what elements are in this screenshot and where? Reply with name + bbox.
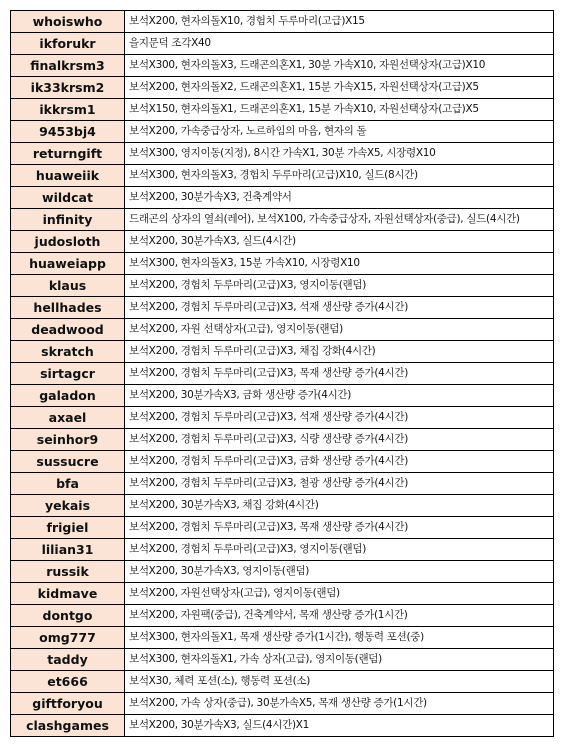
table-row bbox=[11, 407, 554, 429]
table-row bbox=[11, 539, 554, 561]
coupon-code-cell: returngift bbox=[11, 143, 125, 165]
coupon-code-cell: whoiswho bbox=[11, 11, 125, 33]
reward-cell: 보석X200, 30분가속X3, 채집 강화(4시간) bbox=[125, 495, 554, 517]
reward-cell: 보석X200, 경험치 두루마리(고급)X3, 목재 생산량 증가(4시간) bbox=[125, 517, 554, 539]
table-row bbox=[11, 209, 554, 231]
reward-cell: 보석X300, 현자의돌X3, 15분 가속X10, 시장령X10 bbox=[125, 253, 554, 275]
coupon-code-cell: ikkrsm1 bbox=[11, 99, 125, 121]
reward-cell: 보석X200, 경험치 두루마리(고급)X3, 금화 생산량 증가(4시간) bbox=[125, 451, 554, 473]
coupon-code-cell: russik bbox=[11, 561, 125, 583]
coupon-code-cell: hellhades bbox=[11, 297, 125, 319]
reward-cell: 보석X200, 30분가속X3, 영지이동(랜덤) bbox=[125, 561, 554, 583]
reward-cell: 보석X300, 현자의돌X3, 드래곤의혼X1, 30분 가속X10, 자원선택상자(고급)X10 bbox=[125, 55, 554, 77]
reward-cell: 보석X200, 경험치 두루마리(고급)X3, 철광 생산량 증가(4시간) bbox=[125, 473, 554, 495]
reward-cell: 보석X200, 경험치 두루마리(고급)X3, 영지이동(랜덤) bbox=[125, 275, 554, 297]
table-row bbox=[11, 495, 554, 517]
table-row bbox=[11, 473, 554, 495]
reward-cell: 보석X300, 영지이동(지정), 8시간 가속X1, 30분 가속X5, 시장령X10 bbox=[125, 143, 554, 165]
reward-cell: 보석X200, 경험치 두루마리(고급)X3, 식량 생산량 증가(4시간) bbox=[125, 429, 554, 451]
table-row bbox=[11, 275, 554, 297]
reward-cell: 보석X200, 현자의돌X10, 경험치 두루마리(고급)X15 bbox=[125, 11, 554, 33]
table-row bbox=[11, 451, 554, 473]
coupon-code-cell: yekais bbox=[11, 495, 125, 517]
table-row bbox=[11, 517, 554, 539]
table-row bbox=[11, 649, 554, 671]
reward-cell: 보석X300, 현자의돌X3, 경험치 두루마리(고급)X10, 실드(8시간) bbox=[125, 165, 554, 187]
coupon-code-cell: omg777 bbox=[11, 627, 125, 649]
reward-cell: 보석X200, 자원 선택상자(고급), 영지이동(랜덤) bbox=[125, 319, 554, 341]
table-row bbox=[11, 693, 554, 715]
table-row bbox=[11, 99, 554, 121]
coupon-code-cell: dontgo bbox=[11, 605, 125, 627]
table-row bbox=[11, 33, 554, 55]
coupon-code-cell: skratch bbox=[11, 341, 125, 363]
table-row bbox=[11, 253, 554, 275]
coupon-code-cell: ikforukr bbox=[11, 33, 125, 55]
reward-cell: 보석X200, 경험치 두루마리(고급)X3, 목재 생산량 증가(4시간) bbox=[125, 363, 554, 385]
coupon-table-container bbox=[10, 10, 554, 737]
reward-cell: 보석X200, 자원선택상자(고급), 영지이동(랜덤) bbox=[125, 583, 554, 605]
coupon-code-cell: frigiel bbox=[11, 517, 125, 539]
table-row bbox=[11, 561, 554, 583]
reward-cell: 보석X200, 경험치 두루마리(고급)X3, 채집 강화(4시간) bbox=[125, 341, 554, 363]
coupon-code-cell: clashgames bbox=[11, 715, 125, 737]
reward-cell: 보석X300, 현자의돌X1, 목재 생산량 증가(1시간), 행동력 포션(중) bbox=[125, 627, 554, 649]
reward-cell: 을지문덕 조각X40 bbox=[125, 33, 554, 55]
table-row bbox=[11, 297, 554, 319]
coupon-code-cell: deadwood bbox=[11, 319, 125, 341]
table-row bbox=[11, 121, 554, 143]
table-row bbox=[11, 363, 554, 385]
table-row bbox=[11, 165, 554, 187]
table-row bbox=[11, 55, 554, 77]
coupon-code-cell: seinhor9 bbox=[11, 429, 125, 451]
reward-cell: 보석X300, 현자의돌X1, 가속 상자(고급), 영지이동(랜덤) bbox=[125, 649, 554, 671]
coupon-table bbox=[10, 10, 554, 737]
reward-cell: 보석X200, 가속중급상자, 노르하임의 마음, 현자의 돌 bbox=[125, 121, 554, 143]
table-row bbox=[11, 715, 554, 737]
coupon-code-cell: huaweiapp bbox=[11, 253, 125, 275]
reward-cell: 보석X200, 30분가속X3, 실드(4시간) bbox=[125, 231, 554, 253]
coupon-code-cell: taddy bbox=[11, 649, 125, 671]
table-row bbox=[11, 385, 554, 407]
reward-cell: 보석X200, 경험치 두루마리(고급)X3, 석재 생산량 증가(4시간) bbox=[125, 297, 554, 319]
coupon-code-cell: axael bbox=[11, 407, 125, 429]
table-row bbox=[11, 231, 554, 253]
coupon-code-cell: et666 bbox=[11, 671, 125, 693]
coupon-table-body bbox=[11, 11, 554, 737]
table-row bbox=[11, 627, 554, 649]
reward-cell: 보석X200, 30분가속X3, 실드(4시간)X1 bbox=[125, 715, 554, 737]
table-row bbox=[11, 11, 554, 33]
table-row bbox=[11, 77, 554, 99]
coupon-code-cell: ik33krsm2 bbox=[11, 77, 125, 99]
coupon-code-cell: kidmave bbox=[11, 583, 125, 605]
table-row bbox=[11, 671, 554, 693]
reward-cell: 보석X200, 30분가속X3, 건축계약서 bbox=[125, 187, 554, 209]
coupon-code-cell: klaus bbox=[11, 275, 125, 297]
reward-cell: 보석X200, 경험치 두루마리(고급)X3, 영지이동(랜덤) bbox=[125, 539, 554, 561]
reward-cell: 드래곤의 상자의 열쇠(레어), 보석X100, 가속중급상자, 자원선택상자(중급), 실드(4시간) bbox=[125, 209, 554, 231]
coupon-code-cell: infinity bbox=[11, 209, 125, 231]
coupon-code-cell: galadon bbox=[11, 385, 125, 407]
table-row bbox=[11, 187, 554, 209]
coupon-code-cell: sirtagcr bbox=[11, 363, 125, 385]
coupon-code-cell: sussucre bbox=[11, 451, 125, 473]
reward-cell: 보석X200, 자원팩(중급), 건축계약서, 목재 생산량 증가(1시간) bbox=[125, 605, 554, 627]
reward-cell: 보석X150, 현자의돌X1, 드래곤의혼X1, 15분 가속X10, 자원선택상자(고급)X5 bbox=[125, 99, 554, 121]
table-row bbox=[11, 143, 554, 165]
table-row bbox=[11, 319, 554, 341]
coupon-code-cell: wildcat bbox=[11, 187, 125, 209]
table-row bbox=[11, 341, 554, 363]
coupon-code-cell: bfa bbox=[11, 473, 125, 495]
coupon-code-cell: lilian31 bbox=[11, 539, 125, 561]
reward-cell: 보석X30, 체력 포션(소), 행동력 포션(소) bbox=[125, 671, 554, 693]
coupon-code-cell: judosloth bbox=[11, 231, 125, 253]
coupon-code-cell: finalkrsm3 bbox=[11, 55, 125, 77]
table-row bbox=[11, 583, 554, 605]
reward-cell: 보석X200, 현자의돌X2, 드래곤의혼X1, 15분 가속X15, 자원선택상자(고급)X5 bbox=[125, 77, 554, 99]
coupon-code-cell: giftforyou bbox=[11, 693, 125, 715]
table-row bbox=[11, 429, 554, 451]
coupon-code-cell: huaweiik bbox=[11, 165, 125, 187]
coupon-code-cell: 9453bj4 bbox=[11, 121, 125, 143]
table-row bbox=[11, 605, 554, 627]
reward-cell: 보석X200, 30분가속X3, 금화 생산량 증가(4시간) bbox=[125, 385, 554, 407]
reward-cell: 보석X200, 가속 상자(중급), 30분가속X5, 목재 생산량 증가(1시간) bbox=[125, 693, 554, 715]
reward-cell: 보석X200, 경험치 두루마리(고급)X3, 석재 생산량 증가(4시간) bbox=[125, 407, 554, 429]
